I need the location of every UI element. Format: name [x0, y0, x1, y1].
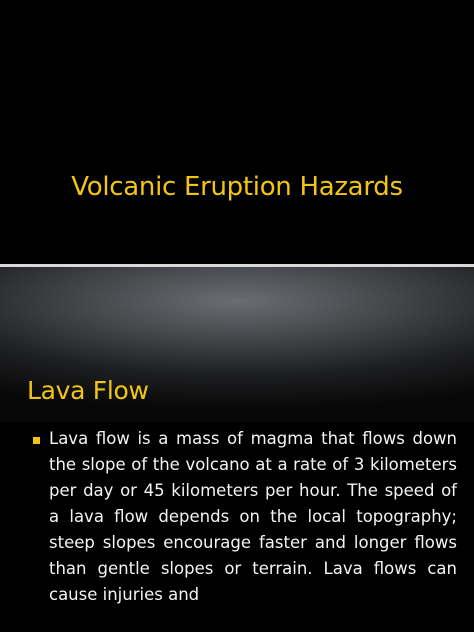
- square-bullet-icon: [33, 437, 40, 444]
- slide-title: Volcanic Eruption Hazards: [71, 172, 403, 202]
- bullet-text: Lava flow is a mass of magma that flows down the slope of the volcano at a rate of 3 kilometers per day or 45 kilometers per hour. The speed of a lava flow depends on the local topography; steep slopes encourage faster and longer flows than gentle slopes or terrain. Lava flows can cause injuries and: [49, 429, 457, 604]
- title-slide: [0, 0, 474, 264]
- section-title: Lava Flow: [27, 376, 149, 405]
